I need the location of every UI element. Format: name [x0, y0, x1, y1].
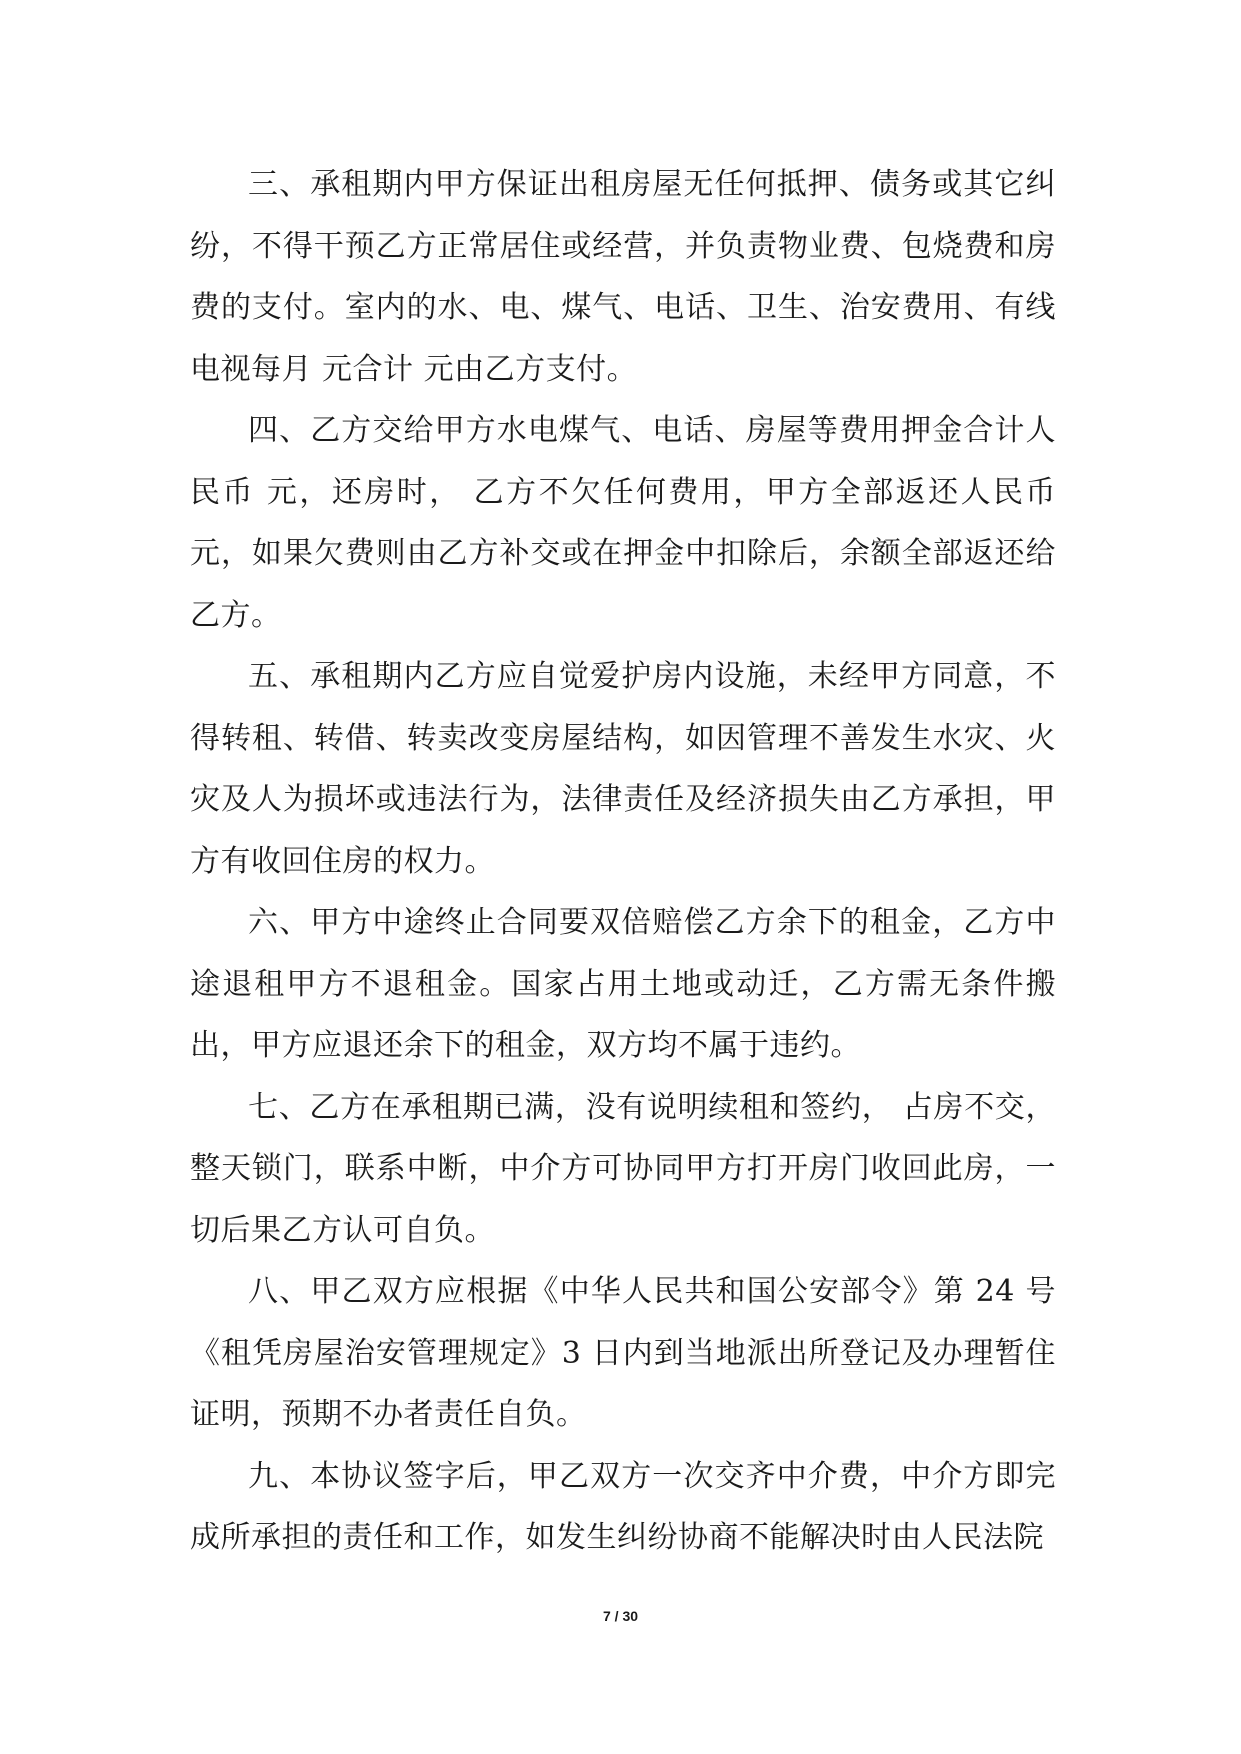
page-number: 7 / 30	[602, 1608, 639, 1624]
paragraph-clause-9: 九、本协议签字后，甲乙双方一次交齐中介费，中介方即完成所承担的责任和工作，如发生纠纷协商不能解决时由人民法院	[190, 1458, 1056, 1555]
paragraph-clause-5: 五、承租期内乙方应自觉爱护房内设施，未经甲方同意，不得转租、转借、转卖改变房屋结构，如因管理不善发生水灾、火灾及人为损坏或违法行为，法律责任及经济损失由乙方承担，甲方有收回住房的权力。	[190, 659, 1056, 879]
paragraph-clause-7: 七、乙方在承租期已满，没有说明续租和签约， 占房不交，整天锁门，联系中断，中介方可协同甲方打开房门收回此房，一切后果乙方认可自负。	[190, 1089, 1056, 1248]
paragraph-clause-4: 四、乙方交给甲方水电煤气、电话、房屋等费用押金合计人民币 元，还房时， 乙方不欠任何费用，甲方全部返还人民币 元，如果欠费则由乙方补交或在押金中扣除后，余额全部返还给乙方。	[190, 413, 1056, 633]
paragraph-clause-8: 八、甲乙双方应根据《中华人民共和国公安部令》第 24 号《租凭房屋治安管理规定》3 日内到当地派出所登记及办理暂住证明，预期不办者责任自负。	[190, 1274, 1056, 1432]
document-body	[190, 154, 1056, 1569]
paragraph-clause-6: 六、甲方中途终止合同要双倍赔偿乙方余下的租金，乙方中途退租甲方不退租金。国家占用土地或动迁，乙方需无条件搬出，甲方应退还余下的租金，双方均不属于违约。	[190, 905, 1056, 1063]
paragraph-clause-3: 三、承租期内甲方保证出租房屋无任何抵押、债务或其它纠纷，不得干预乙方正常居住或经营，并负责物业费、包烧费和房费的支付。室内的水、电、煤气、电话、卫生、治安费用、有线电视每月 元合计 元由乙方支付。	[190, 167, 1056, 387]
